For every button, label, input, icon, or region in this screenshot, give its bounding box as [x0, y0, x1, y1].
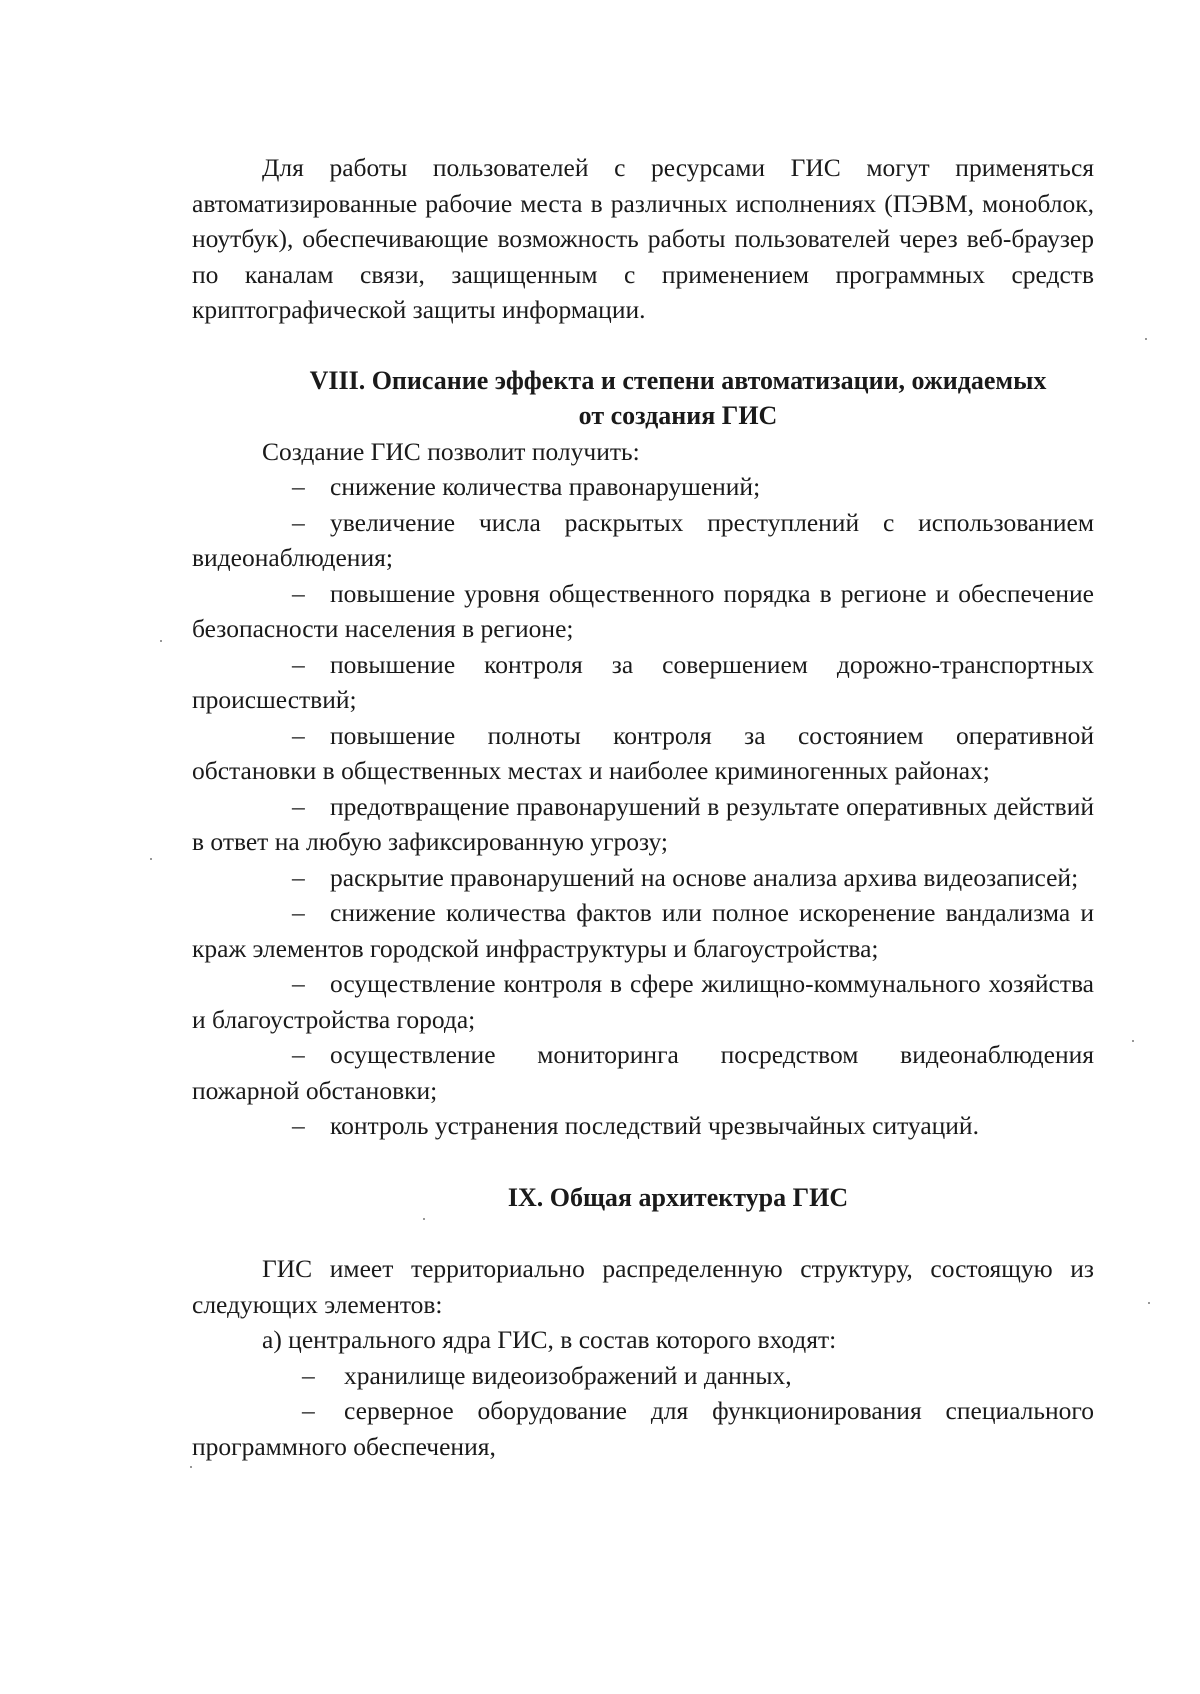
dash-marker: –: [292, 649, 305, 679]
list-item-text: хранилище видеоизображений и данных,: [344, 1360, 792, 1390]
list-item-text: раскрытие правонарушений на основе анализа архива видеозаписей;: [330, 862, 1079, 892]
section-8-title-line-2: от создания ГИС: [578, 401, 778, 430]
section-8-list: [192, 469, 1094, 1144]
list-item: [192, 789, 1094, 860]
section-8-heading: [192, 363, 1094, 434]
scan-speck: [423, 1218, 425, 1220]
list-item-text: контроль устранения последствий чрезвычайных ситуаций.: [330, 1111, 979, 1140]
dash-marker: –: [292, 1040, 305, 1069]
scan-speck: [150, 858, 152, 860]
dash-marker: –: [292, 507, 305, 537]
list-item: [192, 505, 1094, 576]
list-item: [192, 718, 1094, 789]
dash-marker: –: [292, 791, 305, 821]
list-item-text: предотвращение правонарушений в результате оперативных действий в ответ на любую зафиксированную угрозу;: [192, 791, 1094, 856]
spacer: [192, 328, 1094, 363]
list-item: [192, 647, 1094, 718]
section-9-heading: IX. Общая архитектура ГИС: [507, 1182, 849, 1212]
scan-speck: [160, 640, 162, 642]
section-9-lead: ГИС имеет территориально распределенную структуру, состоящую из следующих элементов:: [192, 1254, 1094, 1319]
list-item: [192, 966, 1094, 1037]
scan-speck: [1145, 338, 1147, 340]
list-item-text: повышение уровня общественного порядка в регионе и обеспечение безопасности населения в регионе;: [192, 578, 1094, 643]
list-item: [192, 1108, 1094, 1144]
spacer: [192, 1215, 1094, 1251]
dash-marker: –: [292, 472, 305, 501]
document-body: [192, 150, 1094, 1464]
dash-marker: –: [292, 720, 305, 750]
list-item: [192, 1393, 1094, 1464]
section-9-list: [192, 1358, 1094, 1465]
list-item-text: осуществление мониторинга посредством видеонаблюдения пожарной обстановки;: [192, 1040, 1094, 1105]
dash-marker: –: [302, 1360, 315, 1390]
dash-marker: –: [292, 578, 305, 608]
list-item: [192, 1037, 1094, 1108]
spacer: [192, 1144, 1094, 1180]
scan-speck: [1148, 1302, 1150, 1304]
list-item: [192, 1358, 1094, 1394]
list-item-text: повышение полноты контроля за состоянием оперативной обстановки в общественных местах и наиболее криминогенных районах;: [192, 720, 1094, 785]
section-8-lead: Создание ГИС позволит получить:: [262, 436, 640, 466]
list-item-text: осуществление контроля в сфере жилищно-коммунального хозяйства и благоустройства города;: [192, 969, 1094, 1034]
list-item-text: увеличение числа раскрытых преступлений с использованием видеонаблюдения;: [192, 507, 1094, 572]
list-item-text: снижение количества правонарушений;: [330, 472, 761, 501]
scan-speck: [1132, 1040, 1134, 1042]
section-8-title-line-1: VIII. Описание эффекта и степени автоматизации, ожидаемых: [309, 365, 1047, 395]
section-9-sub-lead: а) центрального ядра ГИС, в состав которого входят:: [262, 1325, 837, 1354]
list-item-text: серверное оборудование для функционирования специального программного обеспечения,: [192, 1396, 1094, 1461]
list-item-text: снижение количества фактов или полное искоренение вандализма и краж элементов городской инфраструктуры и благоустройства;: [192, 898, 1094, 963]
list-item: [192, 860, 1094, 896]
dash-marker: –: [292, 969, 305, 998]
dash-marker: –: [292, 862, 305, 892]
dash-marker: –: [302, 1396, 315, 1425]
dash-marker: –: [292, 898, 305, 927]
list-item-text: повышение контроля за совершением дорожно-транспортных происшествий;: [192, 649, 1094, 714]
list-item: [192, 895, 1094, 966]
list-item: [192, 469, 1094, 505]
dash-marker: –: [292, 1111, 305, 1140]
intro-paragraph: Для работы пользователей с ресурсами ГИС могут применяться автоматизированные рабочие места в различных исполнениях (ПЭВМ, моноблок, ноутбук), обеспечивающие возможность работы пользователей через веб-браузер по каналам связи, защищенным с применением программных средств криптографической защиты информации.: [192, 153, 1094, 324]
list-item: [192, 576, 1094, 647]
scan-speck: [190, 1466, 192, 1468]
